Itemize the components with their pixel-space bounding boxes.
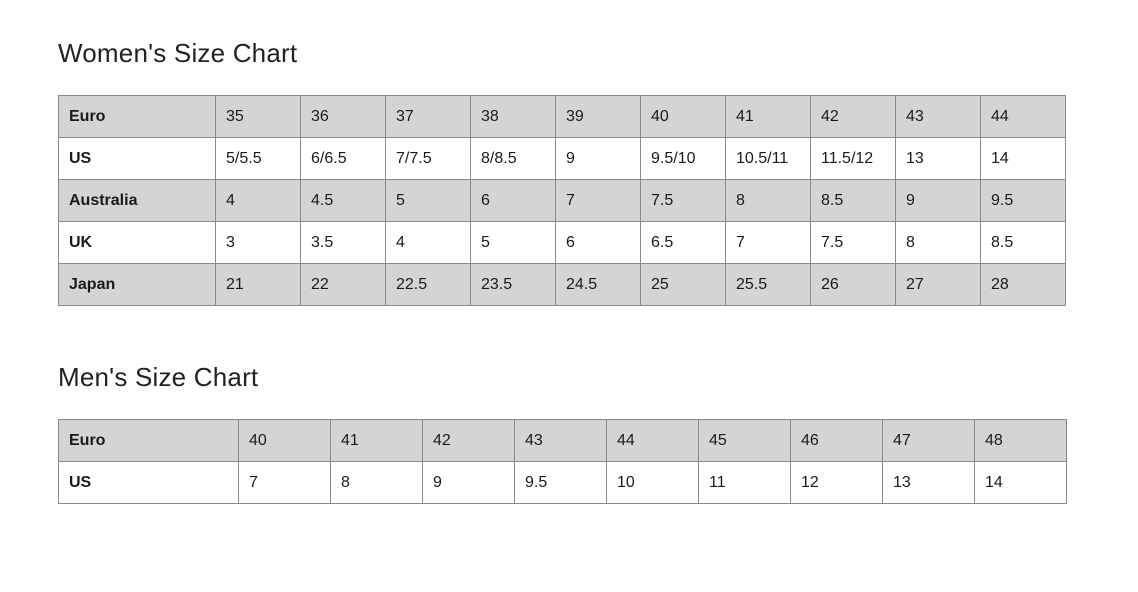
table-cell: 8.5 (811, 180, 896, 222)
table-cell: 13 (883, 462, 975, 504)
row-label: US (59, 138, 216, 180)
table-cell: 41 (331, 420, 423, 462)
table-cell: 6 (471, 180, 556, 222)
table-cell: 11.5/12 (811, 138, 896, 180)
table-cell: 9.5/10 (641, 138, 726, 180)
table-cell: 26 (811, 264, 896, 306)
table-cell: 8/8.5 (471, 138, 556, 180)
table-cell: 25 (641, 264, 726, 306)
row-label: Japan (59, 264, 216, 306)
table-cell: 7.5 (641, 180, 726, 222)
row-label: UK (59, 222, 216, 264)
table-cell: 40 (239, 420, 331, 462)
row-label: US (59, 462, 239, 504)
table-cell: 42 (811, 96, 896, 138)
table-row (59, 138, 1066, 180)
table-cell: 9 (423, 462, 515, 504)
table-cell: 24.5 (556, 264, 641, 306)
table-cell: 35 (216, 96, 301, 138)
table-cell: 45 (699, 420, 791, 462)
table-cell: 38 (471, 96, 556, 138)
table-cell: 9.5 (981, 180, 1066, 222)
table-cell: 9 (556, 138, 641, 180)
table-cell: 5 (471, 222, 556, 264)
table-cell: 23.5 (471, 264, 556, 306)
table-cell: 6 (556, 222, 641, 264)
table-cell: 7.5 (811, 222, 896, 264)
table-cell: 11 (699, 462, 791, 504)
table-cell: 44 (981, 96, 1066, 138)
table-cell: 39 (556, 96, 641, 138)
table-cell: 14 (975, 462, 1067, 504)
table-cell: 25.5 (726, 264, 811, 306)
mens-table-body (59, 420, 1067, 504)
row-label: Euro (59, 420, 239, 462)
table-cell: 10.5/11 (726, 138, 811, 180)
table-cell: 28 (981, 264, 1066, 306)
row-label: Australia (59, 180, 216, 222)
table-cell: 44 (607, 420, 699, 462)
table-cell: 41 (726, 96, 811, 138)
mens-size-chart-table (58, 419, 1067, 504)
table-cell: 8 (331, 462, 423, 504)
table-cell: 43 (896, 96, 981, 138)
table-cell: 8.5 (981, 222, 1066, 264)
womens-size-chart-title: Women's Size Chart (58, 38, 298, 68)
table-cell: 7/7.5 (386, 138, 471, 180)
table-cell: 13 (896, 138, 981, 180)
table-cell: 48 (975, 420, 1067, 462)
table-row (59, 222, 1066, 264)
table-cell: 46 (791, 420, 883, 462)
table-cell: 5 (386, 180, 471, 222)
table-cell: 7 (239, 462, 331, 504)
table-cell: 8 (896, 222, 981, 264)
table-cell: 4 (216, 180, 301, 222)
table-row (59, 420, 1067, 462)
table-cell: 40 (641, 96, 726, 138)
table-cell: 22 (301, 264, 386, 306)
table-cell: 8 (726, 180, 811, 222)
table-cell: 21 (216, 264, 301, 306)
table-cell: 7 (726, 222, 811, 264)
table-cell: 9 (896, 180, 981, 222)
womens-size-chart-table (58, 95, 1066, 306)
table-cell: 4.5 (301, 180, 386, 222)
table-cell: 14 (981, 138, 1066, 180)
table-row (59, 180, 1066, 222)
mens-size-chart-title: Men's Size Chart (58, 362, 259, 392)
womens-table-body (59, 96, 1066, 306)
table-cell: 6/6.5 (301, 138, 386, 180)
table-cell: 12 (791, 462, 883, 504)
table-cell: 6.5 (641, 222, 726, 264)
row-label: Euro (59, 96, 216, 138)
table-cell: 9.5 (515, 462, 607, 504)
table-cell: 37 (386, 96, 471, 138)
table-row (59, 96, 1066, 138)
table-cell: 4 (386, 222, 471, 264)
table-row (59, 462, 1067, 504)
table-cell: 42 (423, 420, 515, 462)
table-cell: 3.5 (301, 222, 386, 264)
table-cell: 5/5.5 (216, 138, 301, 180)
table-cell: 7 (556, 180, 641, 222)
table-row (59, 264, 1066, 306)
table-cell: 22.5 (386, 264, 471, 306)
table-cell: 47 (883, 420, 975, 462)
table-cell: 3 (216, 222, 301, 264)
table-cell: 43 (515, 420, 607, 462)
table-cell: 10 (607, 462, 699, 504)
table-cell: 27 (896, 264, 981, 306)
table-cell: 36 (301, 96, 386, 138)
